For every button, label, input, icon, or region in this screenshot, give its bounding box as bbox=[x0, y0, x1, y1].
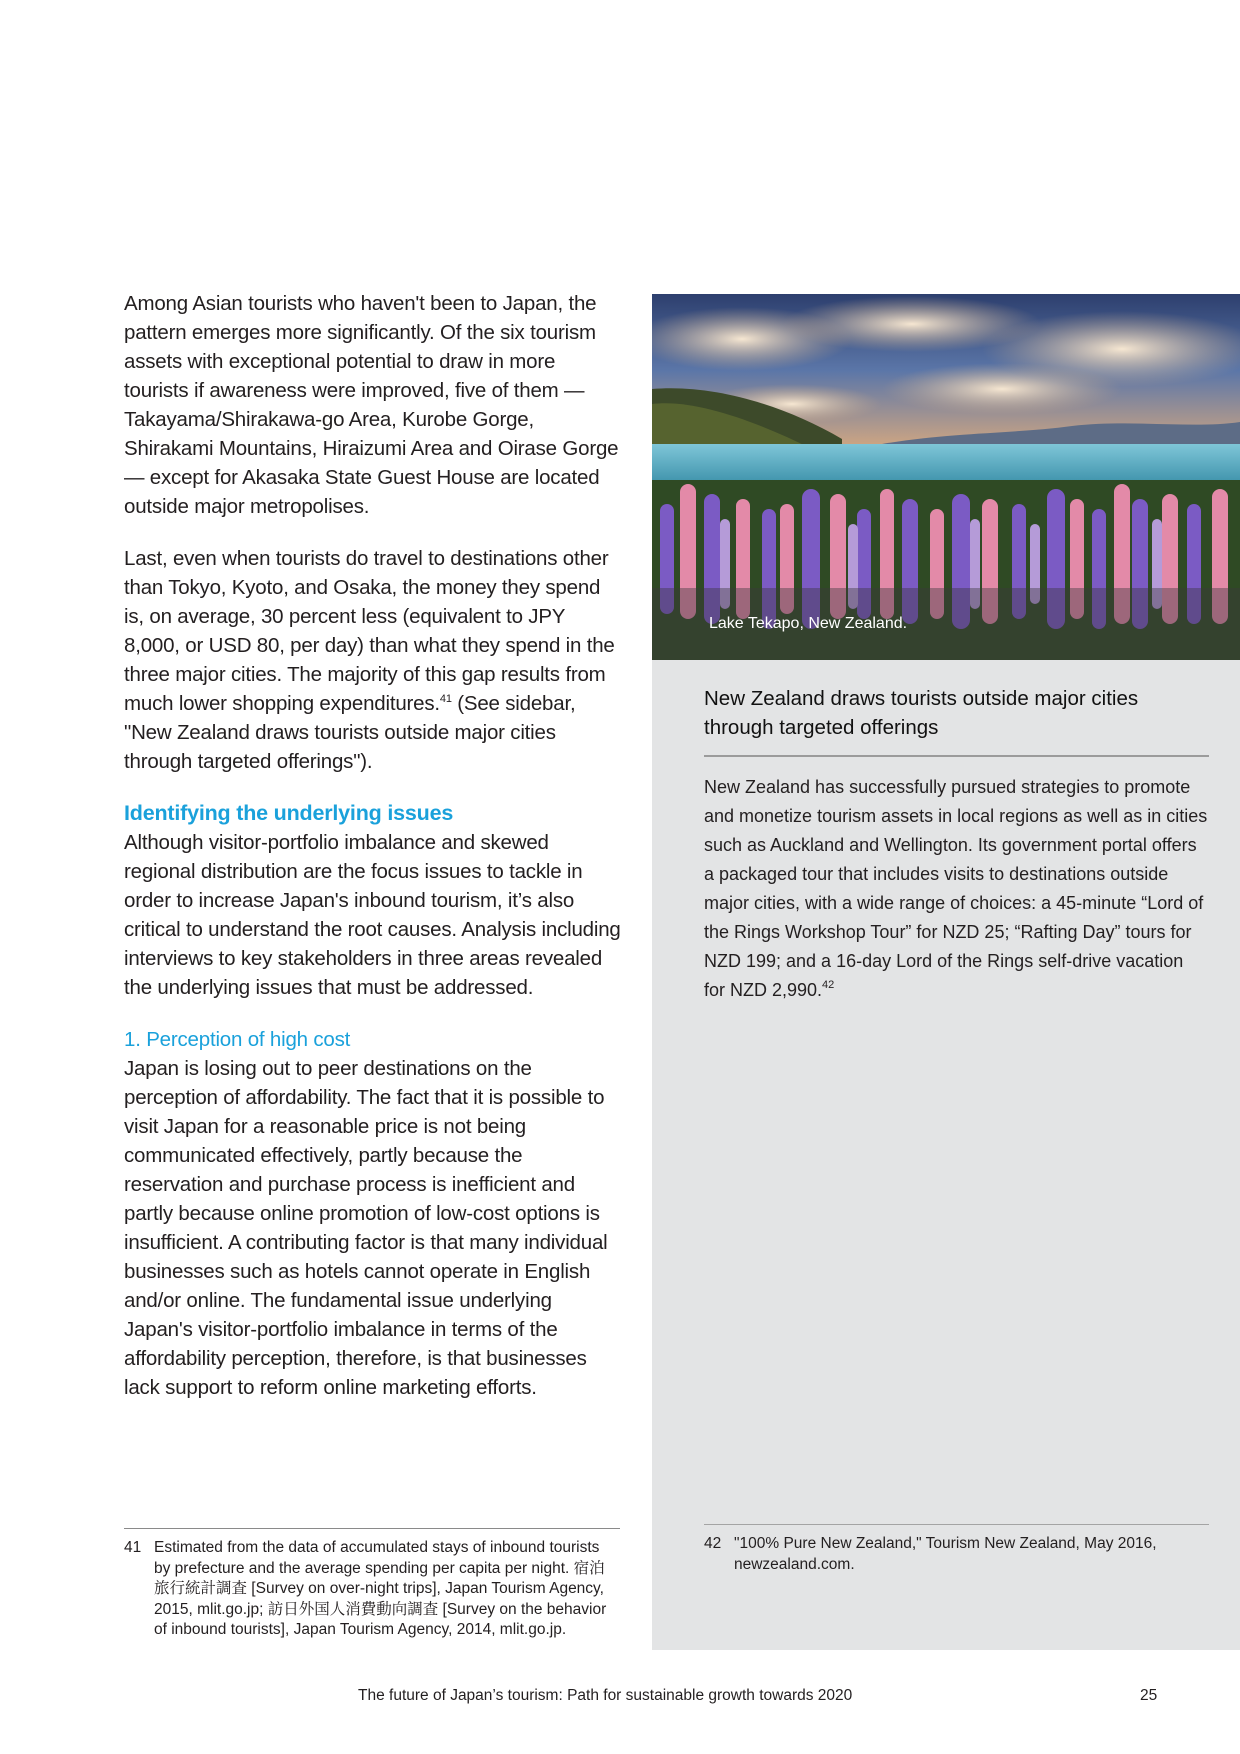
sidebar-new-zealand bbox=[652, 294, 1240, 1650]
section-heading-underlying-issues: Identifying the underlying issues bbox=[124, 801, 454, 825]
main-column bbox=[124, 289, 624, 1425]
lake-tekapo-photo bbox=[652, 294, 1240, 660]
running-footer-title: The future of Japan’s tourism: Path for sustainable growth towards 2020 bbox=[358, 1687, 853, 1704]
footnote-ref-42[interactable]: 42 bbox=[822, 979, 835, 991]
footnote-number: 42 bbox=[704, 1535, 722, 1552]
sidebar-body bbox=[704, 773, 1209, 1005]
sidebar-body-text: New Zealand has successfully pursued strategies to promote and monetize tourism assets in local regions as well as in cities such as Auckland and Wellington. Its government portal offers a packaged tour that includes visits to destinations outside major cities, with a wide range of choices: a 45-minute “Lord of the Rings Workshop Tour” for NZD 25; “Rafting Day” tours for NZD 199; and a 16-day Lord of the Rings self-drive vacation for NZD 2,990. bbox=[704, 777, 1208, 1000]
footnote-number: 41 bbox=[124, 1539, 142, 1556]
page-number: 25 bbox=[1140, 1687, 1158, 1704]
paragraph-affordability: Japan is losing out to peer destinations on the perception of affordability. The fact that it is possible to visit Japan for a reasonable price is not being communicated effectively, partly because the reservation and purchase process is inefficient and partly because online promotion of low-cost options is insufficient. A contributing factor is that many individual businesses such as hotels cannot operate in English and/or online. The fundamental issue underlying Japan's visitor-portfolio imbalance in terms of the affordability perception, therefore, is that businesses lack support to reform online marketing efforts. bbox=[124, 1057, 608, 1399]
footnote-text: "100% Pure New Zealand," Tourism New Zealand, May 2016, newzealand.com. bbox=[734, 1535, 1157, 1573]
paragraph-root-causes: Although visitor-portfolio imbalance and skewed regional distribution are the focus issues to tackle in order to increase Japan's inbound tourism, it’s also critical to understand the root causes. Analysis including interviews to key stakeholders in three areas revealed the underlying issues that must be addressed. bbox=[124, 831, 621, 999]
photo-caption: Lake Tekapo, New Zealand. bbox=[709, 615, 908, 632]
footnote-41 bbox=[124, 1528, 620, 1641]
footnote-ref-41[interactable]: 41 bbox=[439, 693, 452, 705]
paragraph-tourist-pattern: Among Asian tourists who haven't been to Japan, the pattern emerges more significantly. Of the six tourism assets with exceptional potential to draw in more tourists if awareness were improved, five of them — Takayama/Shirakawa-go Area, Kurobe Gorge, Shirakami Mountains, Hiraizumi Area and Oirase Gorge — except for Akasaka State Guest House are located outside major metropolises. bbox=[124, 292, 619, 518]
sidebar-title: New Zealand draws tourists outside major cities through targeted offerings bbox=[704, 684, 1209, 757]
paragraph-spending-gap-text-end: (See sidebar, "New Zealand draws tourists outside major cities through targeted offerings"). bbox=[124, 692, 576, 773]
paragraph-spending-gap bbox=[124, 544, 624, 776]
paragraph-spending-gap-text: Last, even when tourists do travel to destinations other than Tokyo, Kyoto, and Osaka, the money they spend is, on average, 30 percent less (equivalent to JPY 8,000, or USD 80, per day) than what they spend in the three major cities. The majority of this gap results from much lower shopping expenditures. bbox=[124, 547, 615, 715]
subheading-perception-high-cost: 1. Perception of high cost bbox=[124, 1028, 351, 1051]
sidebar-content bbox=[704, 684, 1209, 1005]
footnote-42 bbox=[704, 1524, 1209, 1575]
footnote-text: Estimated from the data of accumulated stays of inbound tourists by prefecture and the average spending per capita per night. 宿泊旅行統計調査 [Survey on over-night trips], Japan Tourism Agency, 2015, mlit.go.jp; 訪日外国人消費動向調査 [Survey on the behavior of inbound tourists], Japan Tourism Agency, 2014, mlit.go.jp. bbox=[154, 1539, 607, 1638]
